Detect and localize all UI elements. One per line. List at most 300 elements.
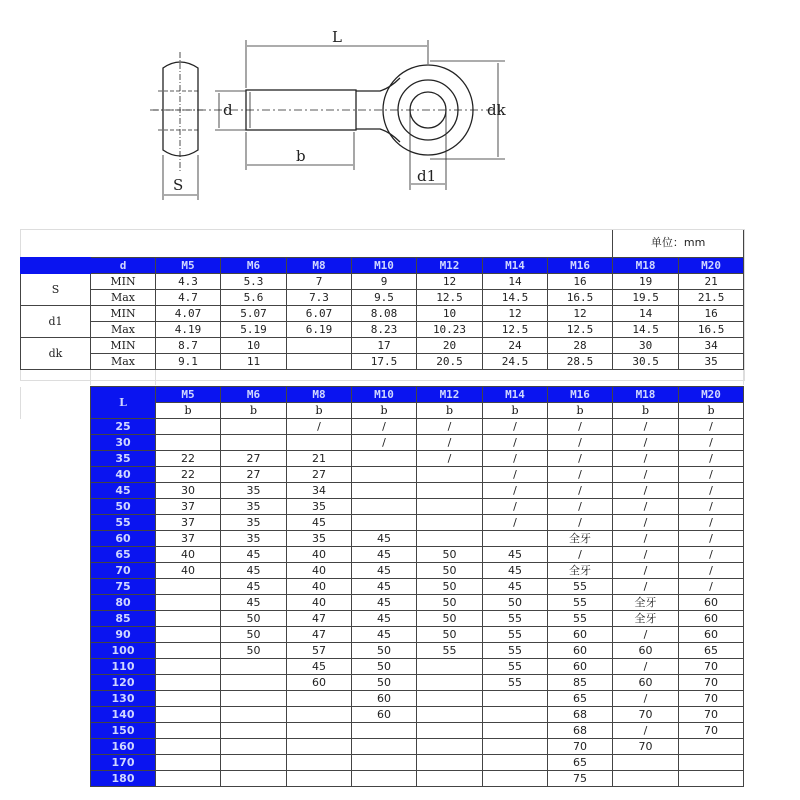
spacer-cell <box>21 691 91 707</box>
table-cell <box>287 707 352 723</box>
table-cell: / <box>548 483 613 499</box>
table-row <box>21 467 744 483</box>
spacer-cell <box>21 771 91 787</box>
spacer-cell <box>21 483 91 499</box>
row-label: MIN <box>91 306 156 322</box>
table-cell <box>287 771 352 787</box>
table-row <box>21 435 744 451</box>
table-cell: 19.5 <box>613 290 679 306</box>
spacer-cell <box>21 739 91 755</box>
spacer-cell <box>21 467 91 483</box>
table-cell <box>156 739 221 755</box>
spacer-cell <box>21 499 91 515</box>
table-cell: / <box>613 435 679 451</box>
length-label: 130 <box>91 691 156 707</box>
table-cell: 68 <box>548 707 613 723</box>
table2-header-row <box>21 387 744 403</box>
table-cell: 70 <box>679 707 744 723</box>
table-cell <box>156 771 221 787</box>
sub-header-b: b <box>483 403 548 419</box>
table-cell <box>483 707 548 723</box>
table-cell: 37 <box>156 499 221 515</box>
col-header: M12 <box>417 387 483 403</box>
table-cell: 50 <box>417 627 483 643</box>
spacer-cell <box>21 723 91 739</box>
spacer-cell <box>21 595 91 611</box>
table-cell: 5.6 <box>221 290 287 306</box>
table-cell <box>352 755 417 771</box>
table-cell: 50 <box>221 643 287 659</box>
sub-header-b: b <box>417 403 483 419</box>
col-header: M16 <box>548 387 613 403</box>
table-cell: / <box>483 451 548 467</box>
length-label: 45 <box>91 483 156 499</box>
table-cell: 60 <box>548 643 613 659</box>
table-cell: 40 <box>287 579 352 595</box>
length-label: 75 <box>91 579 156 595</box>
table-cell: 55 <box>483 675 548 691</box>
label-L: L <box>332 28 342 46</box>
table-cell: 19 <box>613 274 679 290</box>
table-cell: 50 <box>417 611 483 627</box>
table-cell: 7 <box>287 274 352 290</box>
table-cell: 12.5 <box>417 290 483 306</box>
table-cell: 45 <box>352 547 417 563</box>
table-cell: 10.23 <box>417 322 483 338</box>
table1-header-row <box>21 258 744 274</box>
table-cell <box>221 675 287 691</box>
table-cell: 16.5 <box>548 290 613 306</box>
table-cell: 55 <box>417 643 483 659</box>
group-label: d1 <box>21 306 91 338</box>
table-cell: 28.5 <box>548 354 613 370</box>
table-cell: 9 <box>352 274 417 290</box>
table-cell: 60 <box>352 691 417 707</box>
table-row <box>21 595 744 611</box>
table-cell: 70 <box>548 739 613 755</box>
length-label: 170 <box>91 755 156 771</box>
table-cell <box>221 691 287 707</box>
table-cell: 70 <box>613 707 679 723</box>
table-cell <box>483 531 548 547</box>
table-cell: / <box>548 547 613 563</box>
table-cell: 60 <box>679 627 744 643</box>
table-cell <box>417 499 483 515</box>
table-cell: 70 <box>613 739 679 755</box>
table-cell: 60 <box>679 595 744 611</box>
table-cell: 16 <box>679 306 744 322</box>
table-cell: 17 <box>352 338 417 354</box>
table-cell: / <box>613 499 679 515</box>
table-cell: 20.5 <box>417 354 483 370</box>
table-cell: 16 <box>548 274 613 290</box>
table-cell: 50 <box>417 579 483 595</box>
table-cell <box>221 659 287 675</box>
table-cell: 10 <box>417 306 483 322</box>
table-cell: 6.19 <box>287 322 352 338</box>
table-cell: / <box>613 627 679 643</box>
table-cell: 12 <box>483 306 548 322</box>
row-label: MIN <box>91 338 156 354</box>
table-cell <box>287 435 352 451</box>
table-cell <box>417 755 483 771</box>
table-cell <box>287 691 352 707</box>
row-label: Max <box>91 322 156 338</box>
table-cell <box>352 499 417 515</box>
table-cell <box>417 515 483 531</box>
sub-header-b: b <box>613 403 679 419</box>
table-cell: / <box>548 467 613 483</box>
length-label: 25 <box>91 419 156 435</box>
table-cell <box>221 419 287 435</box>
table-cell <box>417 659 483 675</box>
table-cell <box>287 755 352 771</box>
table-cell: / <box>679 563 744 579</box>
table-row <box>21 723 744 739</box>
side-view-outline <box>163 62 198 156</box>
table-cell <box>156 723 221 739</box>
table-cell: / <box>483 483 548 499</box>
table-cell: 40 <box>287 563 352 579</box>
table-cell: 4.19 <box>156 322 221 338</box>
row-label: Max <box>91 290 156 306</box>
table-row <box>21 322 744 338</box>
table-cell: 60 <box>679 611 744 627</box>
table-cell: / <box>679 467 744 483</box>
table-cell: 37 <box>156 515 221 531</box>
length-label: 85 <box>91 611 156 627</box>
table-cell: 50 <box>352 643 417 659</box>
table-cell: 45 <box>352 531 417 547</box>
table-cell: / <box>613 691 679 707</box>
spacer-cell <box>21 659 91 675</box>
table-cell: 45 <box>483 579 548 595</box>
label-S: S <box>173 176 184 194</box>
table-cell <box>156 611 221 627</box>
table-cell: / <box>548 419 613 435</box>
col-header: M18 <box>613 258 679 274</box>
table-cell <box>483 739 548 755</box>
table-cell: 20 <box>417 338 483 354</box>
table-cell: / <box>483 467 548 483</box>
col-header: M16 <box>548 258 613 274</box>
table-cell: 55 <box>483 659 548 675</box>
table-cell: / <box>679 419 744 435</box>
table-cell: 45 <box>287 515 352 531</box>
table-cell <box>613 755 679 771</box>
table-cell <box>417 739 483 755</box>
table-cell <box>221 707 287 723</box>
table-cell: 30.5 <box>613 354 679 370</box>
table-cell: 6.07 <box>287 306 352 322</box>
table-cell <box>483 771 548 787</box>
table-cell: 60 <box>548 659 613 675</box>
length-label: 140 <box>91 707 156 723</box>
table-cell: 70 <box>679 675 744 691</box>
sub-header-b: b <box>221 403 287 419</box>
table-cell: 35 <box>221 499 287 515</box>
table-cell <box>613 771 679 787</box>
spacer-cell <box>21 419 91 435</box>
table-row <box>21 739 744 755</box>
table-cell: 45 <box>221 547 287 563</box>
table-cell: / <box>352 435 417 451</box>
table-cell: 21 <box>287 451 352 467</box>
table-cell: / <box>483 515 548 531</box>
table-cell: / <box>613 723 679 739</box>
table-cell: 60 <box>613 675 679 691</box>
length-label: 100 <box>91 643 156 659</box>
table-cell <box>156 675 221 691</box>
table-cell <box>156 691 221 707</box>
table-row <box>21 306 744 322</box>
table-cell <box>156 435 221 451</box>
table-cell <box>221 771 287 787</box>
table-cell <box>417 691 483 707</box>
spacer-cell <box>21 563 91 579</box>
eye-bolt-drawing <box>0 0 800 215</box>
table-cell: 40 <box>156 563 221 579</box>
col-header: M8 <box>287 387 352 403</box>
table-cell: / <box>287 419 352 435</box>
table-row <box>21 755 744 771</box>
length-label: 35 <box>91 451 156 467</box>
table-cell: 12 <box>417 274 483 290</box>
table-row <box>21 611 744 627</box>
table-cell: 37 <box>156 531 221 547</box>
table-cell: 全牙 <box>613 611 679 627</box>
table-row <box>21 451 744 467</box>
table-cell <box>352 771 417 787</box>
table-cell: 8.7 <box>156 338 221 354</box>
spacer-cell <box>21 755 91 771</box>
table-cell: / <box>483 499 548 515</box>
sub-header-b: b <box>287 403 352 419</box>
table-cell: 45 <box>221 563 287 579</box>
table-cell: 17.5 <box>352 354 417 370</box>
group-label: S <box>21 274 91 306</box>
table-cell <box>221 755 287 771</box>
table-cell <box>287 739 352 755</box>
length-label: 90 <box>91 627 156 643</box>
table-cell: 45 <box>352 563 417 579</box>
table-cell: 7.3 <box>287 290 352 306</box>
length-label: 40 <box>91 467 156 483</box>
table-cell <box>483 755 548 771</box>
table-cell <box>417 771 483 787</box>
spacer-cell <box>21 531 91 547</box>
col-header: M5 <box>156 387 221 403</box>
table-cell: 5.07 <box>221 306 287 322</box>
col-header: M12 <box>417 258 483 274</box>
table-cell: 40 <box>287 595 352 611</box>
table-row <box>21 274 744 290</box>
table-cell: 45 <box>352 595 417 611</box>
table-cell: 27 <box>221 451 287 467</box>
sub-header-b: b <box>679 403 744 419</box>
table-cell: 55 <box>548 579 613 595</box>
table-cell: 68 <box>548 723 613 739</box>
table-cell <box>156 707 221 723</box>
table-row <box>21 707 744 723</box>
spacer-cell <box>21 451 91 467</box>
label-d: d <box>223 101 233 119</box>
table-row <box>21 338 744 354</box>
table-cell: 22 <box>156 451 221 467</box>
table-cell: / <box>679 483 744 499</box>
row-header-L: L <box>91 387 156 419</box>
length-label: 150 <box>91 723 156 739</box>
group-label: dk <box>21 338 91 370</box>
table-row <box>21 579 744 595</box>
length-label: 50 <box>91 499 156 515</box>
table-cell: / <box>548 499 613 515</box>
table-cell: 45 <box>221 595 287 611</box>
table-cell: / <box>613 483 679 499</box>
table-cell: 50 <box>221 627 287 643</box>
table-cell: / <box>613 531 679 547</box>
table-cell: / <box>417 419 483 435</box>
row-label: Max <box>91 354 156 370</box>
table-row <box>21 563 744 579</box>
table-cell: / <box>613 467 679 483</box>
table-cell: / <box>679 531 744 547</box>
table-row <box>21 643 744 659</box>
table-cell: 57 <box>287 643 352 659</box>
spacer-cell <box>21 579 91 595</box>
table-cell: 28 <box>548 338 613 354</box>
table-cell <box>221 723 287 739</box>
table-cell: 全牙 <box>548 563 613 579</box>
length-label: 60 <box>91 531 156 547</box>
table-cell: / <box>548 451 613 467</box>
table-cell: / <box>679 579 744 595</box>
table-cell: 60 <box>287 675 352 691</box>
table-cell: / <box>548 435 613 451</box>
table-cell <box>156 659 221 675</box>
table-cell <box>679 739 744 755</box>
table-cell <box>287 354 352 370</box>
table-cell <box>221 435 287 451</box>
table-cell: 14.5 <box>613 322 679 338</box>
spacer-cell <box>21 515 91 531</box>
table-row <box>21 547 744 563</box>
col-header: M10 <box>352 387 417 403</box>
table-cell <box>483 723 548 739</box>
table-cell: 45 <box>352 627 417 643</box>
table-cell: 12.5 <box>548 322 613 338</box>
table-cell: 60 <box>613 643 679 659</box>
length-label: 55 <box>91 515 156 531</box>
table-cell: 40 <box>156 547 221 563</box>
table-cell: / <box>613 659 679 675</box>
table-cell: 50 <box>483 595 548 611</box>
row-label: MIN <box>91 274 156 290</box>
table-cell <box>483 691 548 707</box>
table-row <box>21 483 744 499</box>
table-cell <box>156 755 221 771</box>
table-cell: 12 <box>548 306 613 322</box>
table-row <box>21 290 744 306</box>
table-cell: / <box>679 451 744 467</box>
thread-length-table <box>20 386 744 787</box>
table-cell <box>352 739 417 755</box>
table-cell: 47 <box>287 627 352 643</box>
length-label: 80 <box>91 595 156 611</box>
table-cell <box>352 483 417 499</box>
table-row <box>21 691 744 707</box>
table-cell: 65 <box>548 691 613 707</box>
spacer-cell <box>21 611 91 627</box>
table-cell: / <box>483 435 548 451</box>
table-cell: 85 <box>548 675 613 691</box>
table-cell: 21.5 <box>679 290 744 306</box>
table-cell: / <box>679 547 744 563</box>
table-cell: / <box>548 515 613 531</box>
table-row <box>21 771 744 787</box>
spacer-cell <box>21 627 91 643</box>
col-header: M14 <box>483 387 548 403</box>
table-cell: 5.3 <box>221 274 287 290</box>
table-cell: 4.3 <box>156 274 221 290</box>
table-row <box>21 627 744 643</box>
table-row <box>21 499 744 515</box>
table-cell: 70 <box>679 659 744 675</box>
col-header: M6 <box>221 258 287 274</box>
table-cell: 35 <box>221 515 287 531</box>
sub-header-b: b <box>156 403 221 419</box>
table-cell: 21 <box>679 274 744 290</box>
table-cell: 34 <box>287 483 352 499</box>
dimensions-table <box>20 229 744 385</box>
table-cell <box>417 483 483 499</box>
table-cell: 45 <box>483 547 548 563</box>
length-label: 120 <box>91 675 156 691</box>
table-cell: 9.1 <box>156 354 221 370</box>
length-label: 70 <box>91 563 156 579</box>
table-cell <box>417 467 483 483</box>
table-cell: 4.07 <box>156 306 221 322</box>
table-cell: / <box>417 451 483 467</box>
table-cell: 55 <box>548 595 613 611</box>
table-cell: 9.5 <box>352 290 417 306</box>
table-cell <box>679 755 744 771</box>
table-cell: 55 <box>483 611 548 627</box>
table-cell: 50 <box>352 659 417 675</box>
table-cell: 27 <box>221 467 287 483</box>
table-cell: 10 <box>221 338 287 354</box>
length-label: 30 <box>91 435 156 451</box>
table-cell: 5.19 <box>221 322 287 338</box>
table-cell: 35 <box>221 483 287 499</box>
table-cell: 8.08 <box>352 306 417 322</box>
col-header: M20 <box>679 258 744 274</box>
unit-label: 单位：mm <box>613 230 744 258</box>
table-cell <box>417 531 483 547</box>
table-cell: / <box>613 579 679 595</box>
length-label: 160 <box>91 739 156 755</box>
table-cell: 75 <box>548 771 613 787</box>
table-cell <box>221 739 287 755</box>
spacer-cell <box>21 435 91 451</box>
spacer-cell <box>21 675 91 691</box>
col-header: M5 <box>156 258 221 274</box>
table-cell <box>417 723 483 739</box>
table-cell: / <box>613 451 679 467</box>
table-cell: 47 <box>287 611 352 627</box>
table-cell: 60 <box>548 627 613 643</box>
table-cell <box>287 338 352 354</box>
